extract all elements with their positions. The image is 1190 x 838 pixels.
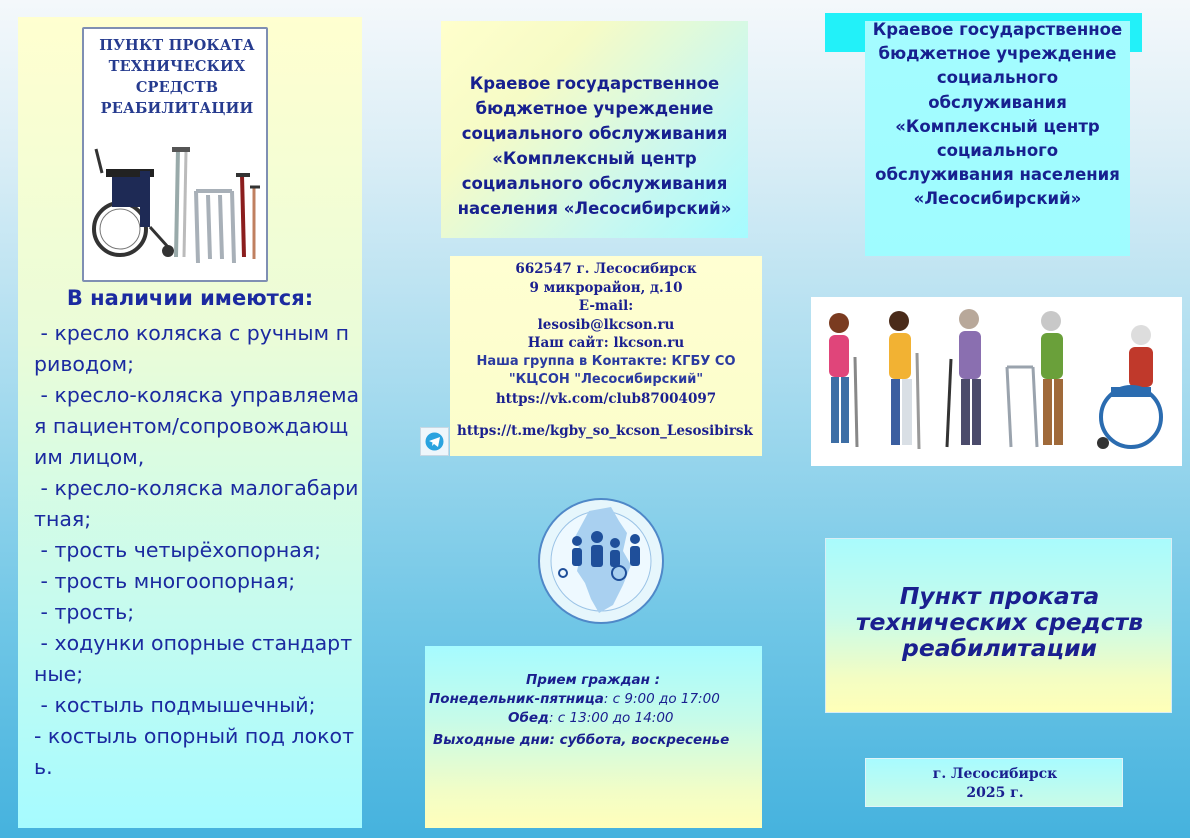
title-line: Пункт проката	[899, 582, 1100, 610]
title-line: реабилитации	[902, 634, 1097, 662]
person-walker-icon	[1007, 311, 1063, 447]
org-line: обслуживания	[928, 92, 1067, 112]
poster-title-line: СРЕДСТВ	[135, 79, 219, 96]
weekdays-label: Понедельник-пятница	[429, 691, 604, 707]
lunch-value: : с 13:00 до 14:00	[548, 710, 674, 726]
org-line: «Комплексный центр	[895, 116, 1100, 136]
city-year-box	[865, 758, 1123, 807]
org-line: социального	[936, 68, 1059, 88]
site-link[interactable]: Наш сайт: lkcson.ru	[527, 335, 685, 351]
list-item: - костыль опорный под локоть.	[34, 724, 355, 779]
list-item: - костыль подмышечный;	[34, 693, 316, 717]
title-line: технических средств	[855, 608, 1144, 636]
email-label: E-mail:	[578, 298, 634, 314]
vk-group-line: Наша группа в Контакте: КГБУ СО	[476, 353, 736, 369]
org-line: «Комплексный центр	[492, 149, 697, 168]
email-link[interactable]: lesosib@lkcson.ru	[537, 316, 675, 333]
person-crutch-icon	[829, 313, 857, 447]
organization-box	[441, 21, 748, 238]
cane-icon	[236, 175, 260, 259]
crutches-icon	[172, 147, 190, 257]
people-illustration	[811, 297, 1182, 466]
availability-title: В наличии имеются:	[66, 286, 314, 310]
list-item: - трость четырёхопорная;	[34, 538, 322, 562]
telegram-link[interactable]: https://t.me/kgby_so_kcson_Lesosibirsk	[457, 423, 753, 439]
reception-hours-box	[425, 646, 762, 828]
org-line: социального обслуживания	[461, 124, 728, 143]
brochure-title-box	[825, 538, 1172, 713]
lunch-label: Обед	[508, 710, 549, 726]
equipment-illustration	[92, 129, 262, 277]
weekdays-value: : с 9:00 до 17:00	[603, 691, 720, 707]
weekend-line: Выходные дни: суббота, воскресенье	[433, 732, 730, 748]
org-line: социального	[936, 141, 1059, 161]
org-line: социального обслуживания	[461, 174, 728, 193]
org-line: Краевое государственное	[469, 74, 720, 93]
poster-title	[84, 35, 270, 119]
vk-link[interactable]: https://vk.com/club87004097	[495, 390, 717, 407]
person-cane-icon	[947, 309, 981, 447]
year-line: 2025 г.	[966, 785, 1024, 801]
list-item: - трость многоопорная;	[34, 569, 296, 593]
poster-title-line: ПУНКТ ПРОКАТА	[99, 37, 255, 54]
poster-title-line: ТЕХНИЧЕСКИХ	[108, 58, 246, 75]
wheelchair-icon	[94, 149, 174, 257]
city-line: г. Лесосибирск	[932, 766, 1058, 782]
org-line: «Лесосибирский»	[913, 189, 1082, 209]
org-line: населения «Лесосибирский»	[457, 199, 732, 218]
poster-title-line: РЕАБИЛИТАЦИИ	[100, 100, 254, 117]
person-wheelchair-icon	[1097, 325, 1161, 449]
org-line: бюджетное учреждение	[475, 99, 714, 118]
person-cast-icon	[889, 311, 919, 449]
list-item: - кресло-коляска малогабаритная;	[34, 476, 359, 531]
organization-box-right	[865, 21, 1130, 256]
org-line: обслуживания населения	[875, 165, 1120, 185]
org-line: бюджетное учреждение	[878, 44, 1117, 64]
vk-group-line: "КЦСОН "Лесосибирский"	[508, 372, 704, 387]
list-item: - кресло-коляска управляемая пациентом/сопровождающим лицом,	[34, 383, 360, 469]
telegram-icon[interactable]	[420, 427, 449, 456]
address-line: 662547 г. Лесосибирск	[515, 261, 697, 277]
hours-title: Прием граждан :	[526, 672, 661, 688]
list-item: - кресло коляска с ручным приводом;	[34, 321, 349, 376]
address-line: 9 микрорайон, д.10	[529, 279, 683, 296]
equipment-list	[34, 318, 360, 783]
rental-poster	[82, 27, 268, 282]
org-line: Краевое государственное	[872, 20, 1123, 39]
list-item: - трость;	[34, 600, 135, 624]
walker-icon	[196, 191, 234, 263]
list-item: - ходунки опорные стандартные;	[34, 631, 353, 686]
org-emblem-icon	[527, 493, 675, 633]
